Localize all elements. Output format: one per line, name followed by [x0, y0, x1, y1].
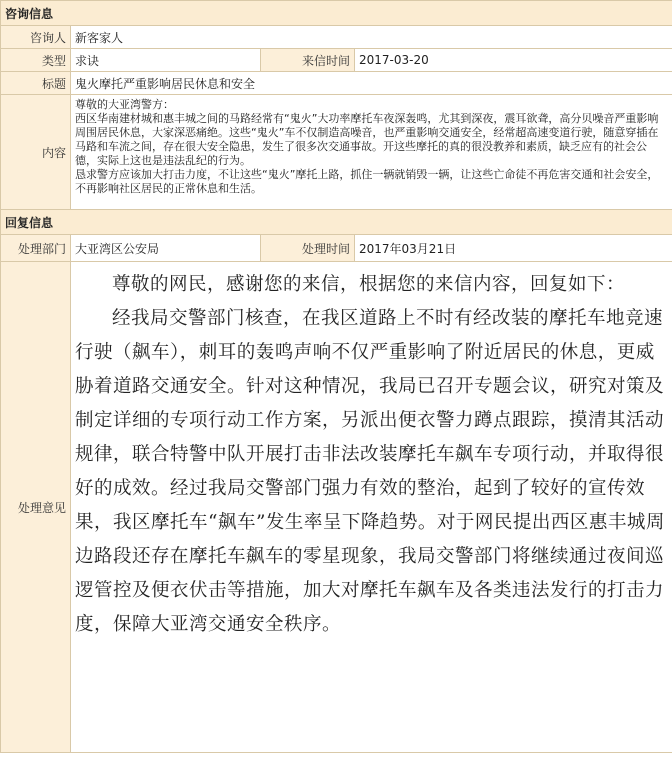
title-row	[1, 72, 672, 95]
reply-section-header	[1, 210, 672, 235]
content-line: 恳求警方应该加大打击力度，不让这些“鬼火”摩托上路，抓住一辆就销毁一辆，让这些亡命徒不再危害交通和社会安全，不再影响社区居民的正常休息和生活。	[75, 168, 659, 195]
reply-paragraph: 经我局交警部门核查，在我区道路上不时有经改装的摩托车地竞速行驶（飙车），刺耳的轰鸣声响不仅严重影响了附近居民的休息，更威胁着道路交通安全。针对这种情况，我局已召开专题会议，研究对策及制定详细的专项行动工作方案，另派出便衣警力蹲点跟踪，摸清其活动规律，联合特警中队开展打击非法改装摩托车飙车专项行动，并取得很好的成效。经过我局交警部门强力有效的整治，起到了较好的宣传效果，我区摩托车“飙车”发生率呈下降趋势。对于网民提出西区惠丰城周边路段还存在摩托车飙车的零星现象，我局交警部门将继续通过夜间巡逻管控及便衣伏击等措施，加大对摩托车飙车及各类违法发行的打击力度，保障大亚湾交通安全秩序。	[75, 308, 665, 635]
time-label: 处理时间	[261, 235, 355, 262]
type-label: 类型	[1, 49, 71, 72]
title-label: 标题	[1, 72, 71, 95]
opinion-row	[1, 262, 672, 753]
reply-section-title: 回复信息	[1, 210, 672, 235]
asker-row	[1, 26, 672, 49]
content-label: 内容	[1, 95, 71, 210]
time-value: 2017年03月21日	[355, 235, 672, 262]
title-value: 鬼火摩托严重影响居民休息和安全	[71, 72, 672, 95]
opinion-label: 处理意见	[1, 262, 71, 753]
dept-time-row	[1, 235, 672, 262]
reply-paragraph: 尊敬的网民，感谢您的来信，根据您的来信内容，回复如下：	[112, 274, 626, 295]
date-value: 2017-03-20	[355, 49, 672, 72]
content-line: 尊敬的大亚湾警方：	[75, 98, 174, 111]
dept-label: 处理部门	[1, 235, 71, 262]
type-date-row	[1, 49, 672, 72]
type-value: 求诀	[71, 49, 261, 72]
consult-section-header	[1, 1, 672, 26]
consult-section-title: 咨询信息	[1, 1, 672, 26]
content-value	[71, 95, 672, 210]
content-line: 西区华南建材城和惠丰城之间的马路经常有“鬼火”大功率摩托车夜深轰鸣，尤其到深夜，震耳欲聋，高分贝噪音严重影响周围居民休息，大家深恶痛绝。这些“鬼火”车不仅制造高噪音，也严重影响交通安全，经常超高速变道行驶，随意穿插在马路和车流之间，存在很大安全隐患，发生了很多次交通事故。开这些摩托的真的很没教养和素质，缺乏应有的社会公德，实际上这也是违法乱纪的行为。	[75, 112, 659, 167]
content-row	[1, 95, 672, 210]
dept-value: 大亚湾区公安局	[71, 235, 261, 262]
date-label: 来信时间	[261, 49, 355, 72]
asker-label: 咨询人	[1, 26, 71, 49]
opinion-value	[71, 262, 672, 753]
asker-value: 新客家人	[71, 26, 672, 49]
